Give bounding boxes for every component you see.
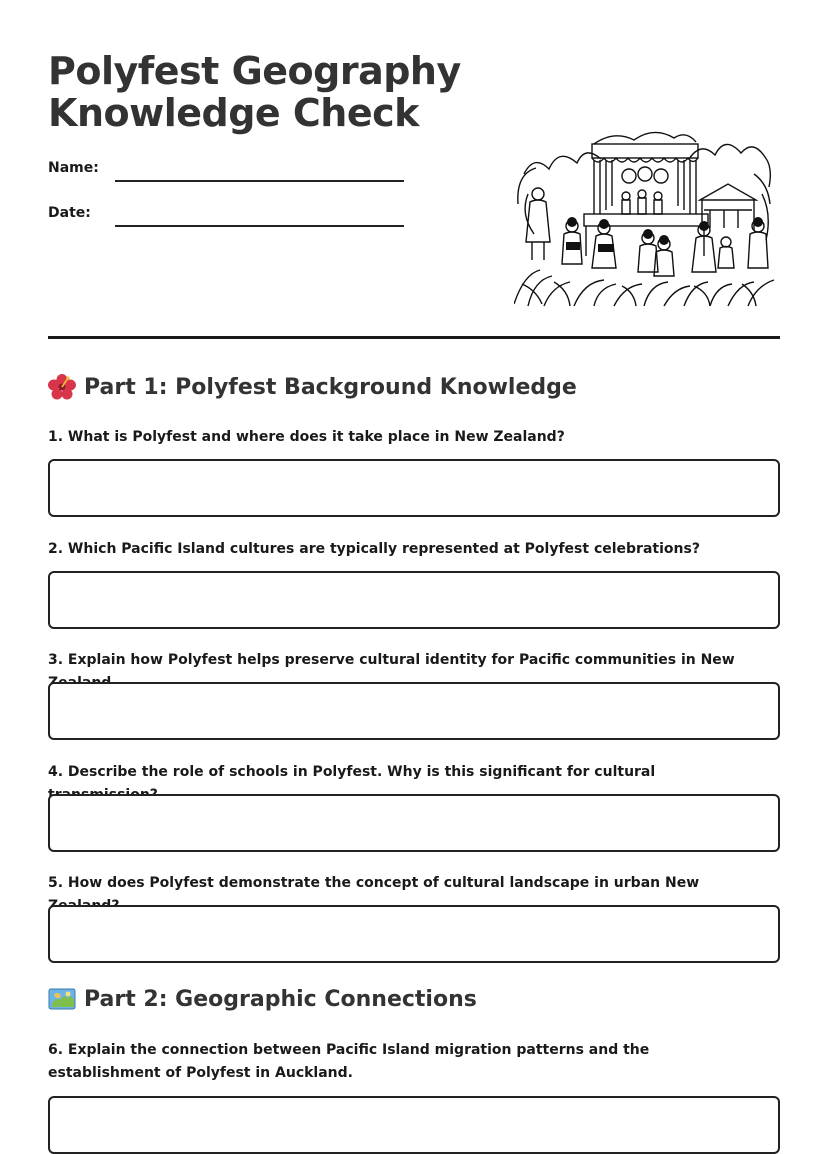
section-2-title: Part 2: Geographic Connections (84, 986, 477, 1012)
answer-box-5[interactable] (48, 905, 780, 963)
question-1: 1. What is Polyfest and where does it take place in New Zealand? (48, 429, 565, 445)
answer-box-1[interactable] (48, 459, 780, 517)
title-line-1: Polyfest Geography (48, 49, 461, 93)
date-field[interactable] (115, 225, 404, 227)
title-line-2: Knowledge Check (48, 91, 419, 135)
section-1-heading (48, 374, 577, 400)
page-title (48, 50, 461, 134)
festival-stage-illustration (514, 114, 778, 308)
answer-box-6[interactable] (48, 1096, 780, 1154)
question-3: 3. Explain how Polyfest helps preserve cultural identity for Pacific communities in New (48, 652, 735, 668)
question-4: 4. Describe the role of schools in Polyfest. Why is this significant for cultural (48, 764, 656, 780)
question-6: 6. Explain the connection between Pacific Island migration patterns and the establishment of Polyfest in Auckland. (48, 1042, 650, 1081)
header-divider (48, 336, 780, 339)
section-1-title: Part 1: Polyfest Background Knowledge (84, 374, 577, 400)
question-5: 5. How does Polyfest demonstrate the concept of cultural landscape in urban New (48, 875, 700, 891)
hibiscus-icon (48, 374, 76, 400)
question-2: 2. Which Pacific Island cultures are typically represented at Polyfest celebrations? (48, 541, 700, 557)
name-field[interactable] (115, 180, 404, 182)
answer-box-2[interactable] (48, 571, 780, 629)
name-label: Name: (48, 160, 99, 176)
date-label: Date: (48, 205, 91, 221)
answer-box-3[interactable] (48, 682, 780, 740)
section-2-heading (48, 986, 477, 1012)
answer-box-4[interactable] (48, 794, 780, 852)
map-icon (48, 986, 76, 1012)
